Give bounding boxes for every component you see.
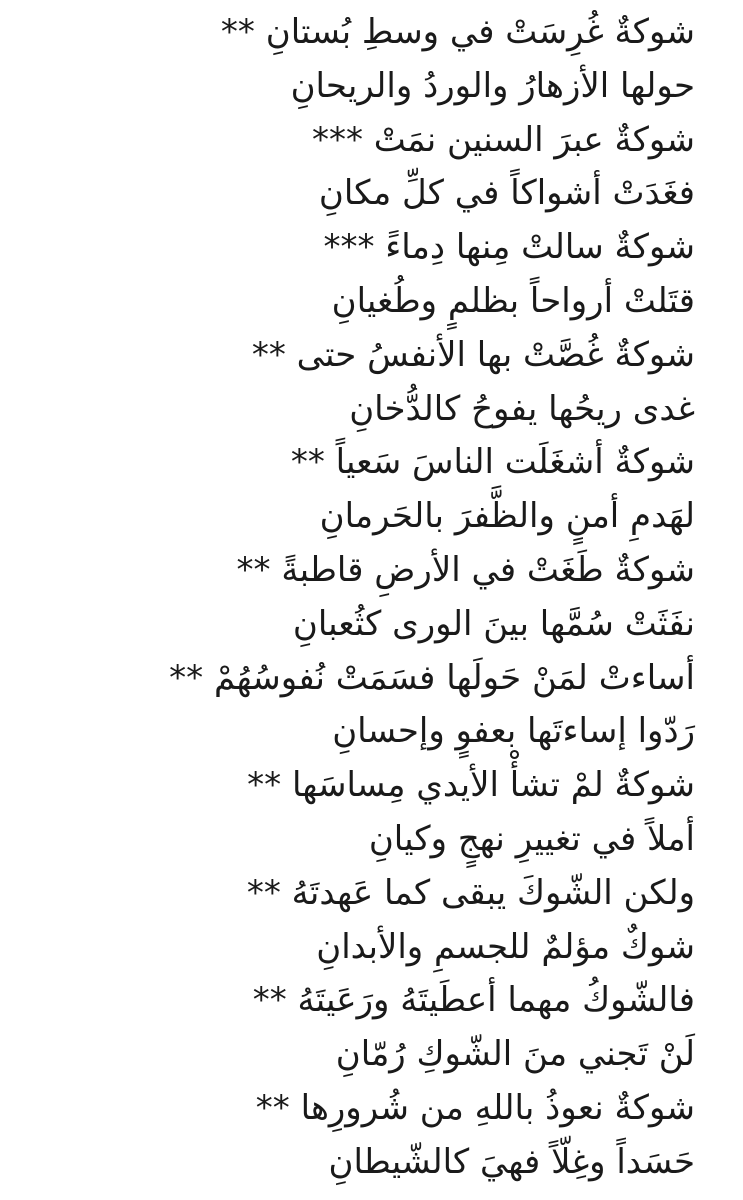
poem-line: شوكةٌ غُصَّتْ بها الأنفسُ حتى ** (251, 334, 695, 375)
poem-line: شوكةٌ نعوذُ باللهِ من شُرورِها ** (255, 1087, 695, 1128)
poem-line: غدى ريحُها يفوحُ كالدُّخانِ (349, 388, 695, 429)
poem-line: شوكةٌ طَغَتْ في الأرضِ قاطبةً ** (236, 549, 695, 590)
poem-line: شوكةٌ عبرَ السنين نمَتْ *** (311, 119, 695, 160)
poem-line: حَسَداً وغِلّاً فهيَ كالشّيطانِ (328, 1141, 695, 1182)
poem-line: أساءتْ لمَنْ حَولَها فسَمَتْ نُفوسُهُمْ ** (169, 657, 695, 698)
poem-line: فالشّوكُ مهما أعطَيتَهُ ورَعَيتَهُ ** (252, 980, 695, 1021)
poem-line: رَدّوا إساءتَها بعفوٍ وإحسانِ (332, 711, 695, 752)
poem-line: شوكةٌ أشغَلَت الناسَ سَعياً ** (290, 442, 695, 483)
poem-line: لهَدمِ أمنٍ والظَّفرَ بالحَرمانِ (319, 496, 695, 537)
poem-line: قتَلتْ أرواحاً بظلمٍ وطُغيانِ (331, 280, 695, 321)
poem-text (20, 6, 695, 1190)
poem-line: شوكٌ مؤلمٌ للجسمِ والأبدانِ (316, 926, 695, 967)
poem-line: شوكةٌ سالتْ مِنها دِماءً *** (323, 227, 695, 268)
poem-line: شوكةٌ غُرِسَتْ في وسطِ بُستانِ ** (220, 12, 695, 52)
poem-line: لَنْ تَجني منَ الشّوكِ رُمّانِ (335, 1034, 695, 1075)
poem-line: فغَدَتْ أشواكاً في كلِّ مكانِ (318, 173, 695, 214)
poem-line: نفَثَتْ سُمَّها بينَ الورى كثُعبانِ (292, 603, 695, 644)
poem-line: شوكةٌ لمْ تشأْ الأيدي مِساسَها ** (247, 765, 695, 806)
poem-line: حولها الأزهارُ والوردُ والريحانِ (290, 65, 695, 106)
poem-line: أملاً في تغييرِ نهجٍ وكيانِ (368, 818, 695, 859)
poem-line: ولكن الشّوكَ يبقى كما عَهدتَهُ ** (246, 872, 695, 913)
